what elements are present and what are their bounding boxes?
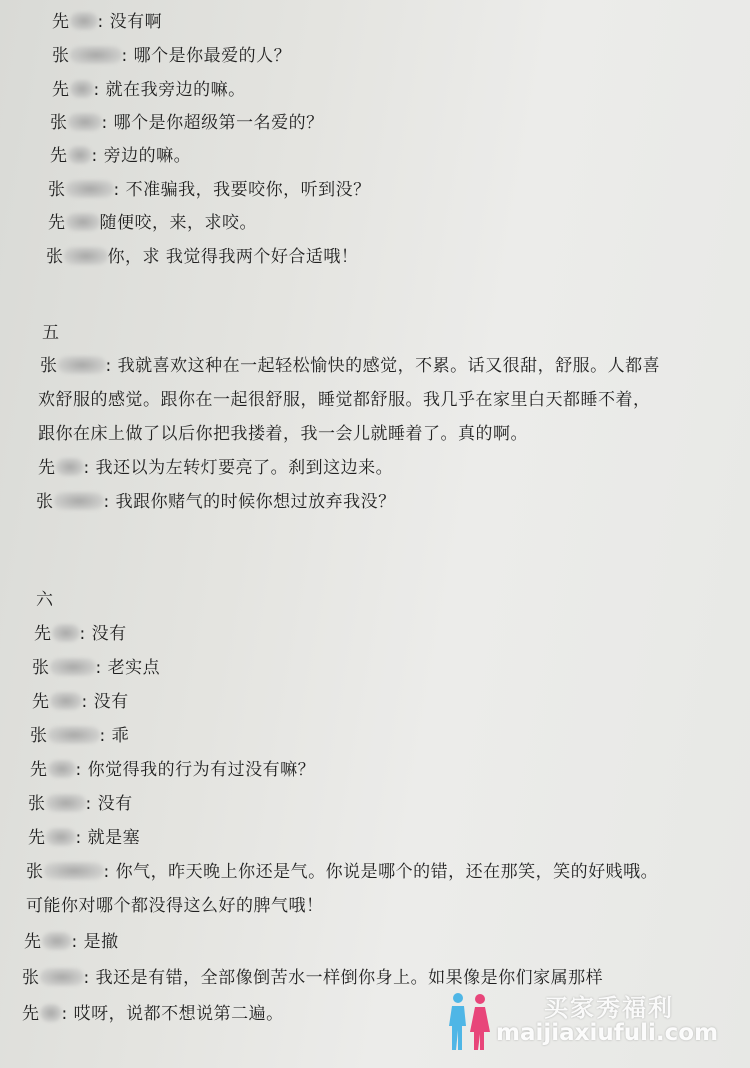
speaker-name: 先 <box>38 458 56 478</box>
line-text: : 我还是有错，全部像倒苦水一样倒你身上。如果像是你们家属那样 <box>83 968 604 988</box>
line-text: : 旁边的嘛。 <box>91 146 192 166</box>
redaction-blur <box>64 247 108 265</box>
line-text: : 没有 <box>81 692 129 712</box>
redaction-blur <box>48 726 100 744</box>
speaker-name: 先 <box>52 80 70 100</box>
redaction-blur <box>70 12 98 30</box>
redaction-blur <box>66 213 100 231</box>
speaker-name: 先 <box>34 624 52 644</box>
speaker-name: 张 <box>40 356 58 376</box>
dialogue-line <box>34 624 127 644</box>
dialogue-line <box>38 458 393 478</box>
speaker-name: 先 <box>22 1004 40 1024</box>
watermark-url: maijiaxiufuli.com <box>496 1020 719 1046</box>
redaction-blur <box>58 356 106 374</box>
redaction-blur <box>46 828 76 846</box>
line-text: : 老实点 <box>95 658 161 678</box>
line-text: 欢舒服的感觉。跟你在一起很舒服，睡觉都舒服。我几乎在家里白天都睡不着， <box>38 390 651 410</box>
couple-logo-icon <box>440 990 500 1054</box>
speaker-name: 张 <box>28 794 46 814</box>
line-text: 跟你在床上做了以后你把我搂着，我一会儿就睡着了。真的啊。 <box>38 424 528 444</box>
dialogue-line <box>28 794 133 814</box>
dialogue-line <box>48 213 257 233</box>
redaction-blur <box>40 968 84 986</box>
speaker-name: 先 <box>52 12 70 32</box>
dialogue-line <box>22 1004 284 1024</box>
line-text: : 没有啊 <box>97 12 163 32</box>
redaction-blur <box>42 932 72 950</box>
line-text: 你，求 我觉得我两个好合适哦！ <box>107 247 359 267</box>
dialogue-line <box>50 113 324 133</box>
line-text: : 我还以为左转灯要亮了。刹到这边来。 <box>83 458 394 478</box>
dialogue-line <box>46 247 358 267</box>
redaction-blur <box>68 146 92 164</box>
dialogue-line <box>48 180 371 200</box>
section-heading: 六 <box>36 590 54 610</box>
dialogue-line <box>30 726 129 746</box>
dialogue-line <box>22 968 603 988</box>
speaker-name: 先 <box>28 828 46 848</box>
speaker-name: 张 <box>36 492 54 512</box>
redaction-blur <box>46 794 86 812</box>
dialogue-line <box>38 424 528 444</box>
dialogue-line <box>52 46 291 66</box>
redaction-blur <box>40 1004 62 1022</box>
dialogue-line <box>28 828 140 848</box>
speaker-name: 张 <box>32 658 50 678</box>
speaker-name: 张 <box>26 862 44 882</box>
line-text: : 哪个是你超级第一名爱的？ <box>101 113 324 133</box>
dialogue-line <box>52 80 246 100</box>
dialogue-line <box>32 658 160 678</box>
redaction-blur <box>48 760 76 778</box>
speaker-name: 先 <box>50 146 68 166</box>
line-text: : 我跟你赌气的时候你想过放弃我没？ <box>103 492 396 512</box>
redaction-blur <box>70 46 122 64</box>
line-text: : 是撤 <box>71 932 119 952</box>
line-text: 可能你对哪个都没得这么好的脾气哦！ <box>26 896 324 916</box>
dialogue-line <box>40 356 660 376</box>
redaction-blur <box>50 692 82 710</box>
redaction-blur <box>66 180 114 198</box>
redaction-blur <box>52 624 80 642</box>
dialogue-line <box>30 760 315 780</box>
line-text: : 就在我旁边的嘛。 <box>93 80 246 100</box>
speaker-name: 张 <box>50 113 68 133</box>
line-text: : 你气，昨天晚上你还是气。你说是哪个的错，还在那笑，笑的好贱哦。 <box>103 862 659 882</box>
redaction-blur <box>54 492 104 510</box>
dialogue-line <box>50 146 191 166</box>
line-text: : 我就喜欢这种在一起轻松愉快的感觉，不累。话又很甜，舒服。人都喜 <box>105 356 661 376</box>
speaker-name: 张 <box>30 726 48 746</box>
watermark-chinese: 买家秀福利 <box>544 994 674 1022</box>
line-text: : 哪个是你最爱的人？ <box>121 46 292 66</box>
line-text: : 没有 <box>79 624 127 644</box>
redaction-blur <box>56 458 84 476</box>
watermark <box>440 988 740 1058</box>
line-text: : 你觉得我的行为有过没有嘛？ <box>75 760 316 780</box>
line-text: : 就是塞 <box>75 828 141 848</box>
speaker-name: 先 <box>30 760 48 780</box>
redaction-blur <box>68 113 102 131</box>
line-text: : 不准骗我，我要咬你，听到没？ <box>113 180 371 200</box>
section-heading: 五 <box>42 323 60 343</box>
dialogue-line <box>52 12 162 32</box>
speaker-name: 张 <box>22 968 40 988</box>
dialogue-line <box>26 862 658 882</box>
redaction-blur <box>70 80 94 98</box>
redaction-blur <box>44 862 104 880</box>
line-text: : 乖 <box>99 726 130 746</box>
line-text: 随便咬，来，求咬。 <box>99 213 257 233</box>
dialogue-line <box>36 492 396 512</box>
line-text: : 没有 <box>85 794 133 814</box>
dialogue-line <box>38 390 651 410</box>
speaker-name: 先 <box>24 932 42 952</box>
speaker-name: 先 <box>48 213 66 233</box>
speaker-name: 张 <box>52 46 70 66</box>
speaker-name: 张 <box>48 180 66 200</box>
dialogue-line <box>24 932 119 952</box>
dialogue-line <box>26 896 324 916</box>
redaction-blur <box>50 658 96 676</box>
dialogue-line <box>32 692 129 712</box>
speaker-name: 先 <box>32 692 50 712</box>
speaker-name: 张 <box>46 247 64 267</box>
line-text: : 哎呀，说都不想说第二遍。 <box>61 1004 284 1024</box>
